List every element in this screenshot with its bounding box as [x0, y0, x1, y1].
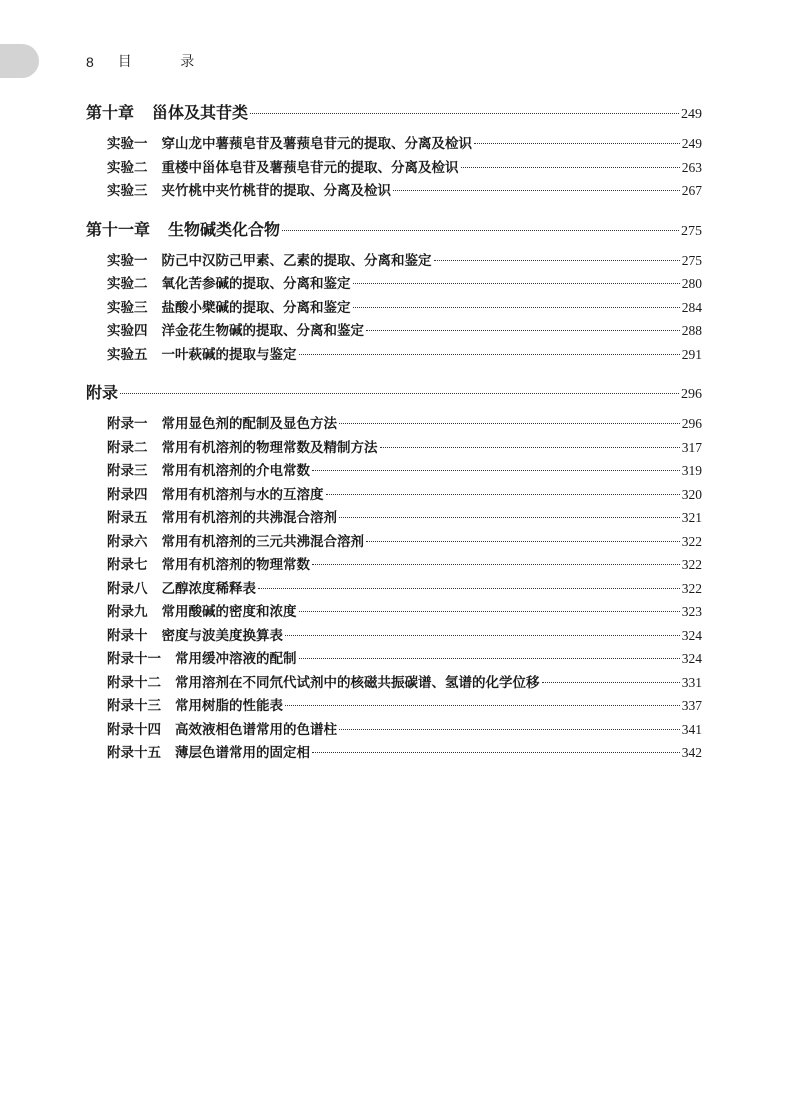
- entry-page-number: 320: [681, 486, 702, 502]
- entry-page-number: 342: [681, 745, 702, 760]
- entry-page-number: 284: [681, 299, 702, 315]
- entry-label: 附录十五: [107, 745, 161, 761]
- chapter-page-number: 275: [681, 223, 702, 239]
- entry-title: 常用有机溶剂的物理常数及精制方法: [161, 439, 378, 456]
- entry-title: 重楼中甾体皂苷及薯蓣皂苷元的提取、分离及检识: [161, 159, 459, 176]
- entry-title: 常用有机溶剂与水的互溶度: [161, 486, 324, 503]
- toc-entry[interactable]: [86, 741, 702, 765]
- entry-page-number: 319: [681, 463, 702, 478]
- entry-label: 附录十一: [107, 651, 161, 667]
- entry-title: 常用树脂的性能表: [175, 698, 283, 714]
- dot-leader: [542, 682, 680, 683]
- entry-page-number: 324: [681, 627, 702, 643]
- chapter-entry[interactable]: [86, 100, 702, 126]
- dot-leader: [339, 423, 680, 424]
- entry-title: 洋金花生物碱的提取、分离和鉴定: [161, 323, 364, 339]
- entry-page-number: 331: [681, 674, 702, 690]
- entry-title: 薄层色谱常用的固定相: [175, 745, 310, 761]
- running-header: [86, 52, 216, 72]
- toc-entry[interactable]: [86, 624, 702, 648]
- entry-label: 实验一: [107, 136, 148, 152]
- entry-label: 实验五: [107, 346, 148, 363]
- entry-page-number: 321: [681, 510, 702, 525]
- toc-entry[interactable]: [86, 553, 702, 577]
- entry-label: 附录六: [107, 533, 148, 550]
- entry-page-number: 322: [681, 557, 702, 572]
- entry-page-number: 249: [681, 136, 702, 151]
- entry-page-number: 322: [681, 580, 702, 596]
- entry-page-number: 322: [681, 533, 702, 549]
- entry-label: 附录二: [107, 439, 148, 456]
- entry-title: 氧化苦参碱的提取、分离和鉴定: [161, 276, 351, 292]
- entry-title: 高效液相色谱常用的色谱柱: [175, 721, 337, 738]
- entry-title: 常用酸碱的密度和浓度: [161, 604, 297, 620]
- entry-label: 附录九: [107, 604, 148, 620]
- entry-label: 附录七: [107, 557, 148, 573]
- toc-entry[interactable]: [86, 671, 702, 695]
- page-edge-tab: [0, 44, 39, 78]
- dot-leader: [299, 658, 680, 659]
- dot-leader: [461, 167, 680, 168]
- entry-title: 夹竹桃中夹竹桃苷的提取、分离及检识: [161, 183, 391, 199]
- header-title: 目 录: [117, 54, 217, 70]
- entry-label: 附录十: [107, 627, 148, 644]
- toc-section: [86, 217, 702, 367]
- entry-page-number: 337: [681, 698, 702, 713]
- entry-page-number: 323: [681, 604, 702, 619]
- entry-title: 常用显色剂的配制及显色方法: [161, 416, 337, 432]
- entry-page-number: 263: [681, 159, 702, 175]
- page-number: 8: [86, 54, 94, 70]
- dot-leader: [250, 113, 679, 114]
- entry-label: 实验四: [107, 323, 148, 339]
- dot-leader: [434, 260, 680, 261]
- toc-entry[interactable]: [86, 296, 702, 320]
- dot-leader: [353, 307, 680, 308]
- toc-entry[interactable]: [86, 156, 702, 180]
- entry-page-number: 267: [681, 183, 702, 198]
- toc-entry[interactable]: [86, 132, 702, 156]
- dot-leader: [393, 190, 680, 191]
- entry-title: 常用缓冲溶液的配制: [175, 651, 297, 667]
- toc-entry[interactable]: [86, 530, 702, 554]
- entry-title: 盐酸小檗碱的提取、分离和鉴定: [161, 299, 351, 316]
- toc-section: [86, 100, 702, 203]
- toc-entry[interactable]: [86, 694, 702, 718]
- dot-leader: [299, 354, 680, 355]
- entry-label: 附录四: [107, 486, 148, 503]
- toc-entry[interactable]: [86, 506, 702, 530]
- dot-leader: [339, 517, 680, 518]
- dot-leader: [380, 447, 680, 448]
- chapter-page-number: 249: [681, 107, 702, 122]
- entry-label: 附录五: [107, 510, 148, 526]
- dot-leader: [366, 330, 680, 331]
- toc-entry[interactable]: [86, 272, 702, 296]
- dot-leader: [339, 729, 680, 730]
- entry-title: 常用有机溶剂的物理常数: [161, 557, 310, 573]
- toc-entry[interactable]: [86, 577, 702, 601]
- entry-label: 附录八: [107, 580, 148, 597]
- entry-title: 常用有机溶剂的共沸混合溶剂: [161, 510, 337, 526]
- entry-title: 乙醇浓度稀释表: [161, 580, 256, 597]
- toc-entry[interactable]: [86, 718, 702, 742]
- toc-entry[interactable]: [86, 179, 702, 203]
- entry-label: 附录三: [107, 463, 148, 479]
- chapter-label: 第十章: [86, 103, 135, 122]
- chapter-label: 附录: [86, 383, 119, 402]
- dot-leader: [120, 393, 679, 394]
- entry-title: 常用溶剂在不同氘代试剂中的核磁共振碳谱、氢谱的化学位移: [175, 674, 540, 691]
- dot-leader: [312, 470, 680, 471]
- dot-leader: [312, 752, 680, 753]
- entry-page-number: 296: [681, 416, 702, 431]
- dot-leader: [285, 635, 680, 636]
- chapter-label: 第十一章: [86, 219, 151, 239]
- toc-section: [86, 380, 702, 765]
- toc-entry[interactable]: [86, 459, 702, 483]
- chapter-entry[interactable]: [86, 217, 702, 243]
- dot-leader: [353, 283, 680, 284]
- entry-title: 常用有机溶剂的三元共沸混合溶剂: [161, 533, 364, 550]
- entry-label: 实验一: [107, 252, 148, 269]
- chapter-title: 生物碱类化合物: [168, 219, 281, 239]
- dot-leader: [474, 143, 680, 144]
- entry-label: 附录一: [107, 416, 148, 432]
- entry-label: 附录十四: [107, 721, 161, 738]
- table-of-contents: [86, 100, 702, 779]
- dot-leader: [366, 541, 680, 542]
- dot-leader: [312, 564, 680, 565]
- entry-title: 密度与波美度换算表: [161, 627, 283, 644]
- entry-page-number: 280: [681, 276, 702, 291]
- entry-label: 实验二: [107, 276, 148, 292]
- entry-page-number: 324: [681, 651, 702, 666]
- entry-page-number: 341: [681, 721, 702, 737]
- dot-leader: [326, 494, 680, 495]
- toc-entry[interactable]: [86, 483, 702, 507]
- toc-entry[interactable]: [86, 319, 702, 343]
- chapter-entry[interactable]: [86, 380, 702, 406]
- toc-entry[interactable]: [86, 647, 702, 671]
- entry-title: 一叶萩碱的提取与鉴定: [161, 346, 297, 363]
- entry-label: 附录十三: [107, 698, 161, 714]
- dot-leader: [285, 705, 680, 706]
- dot-leader: [299, 611, 680, 612]
- chapter-title: 甾体及其苷类: [152, 103, 249, 122]
- entry-page-number: 275: [681, 252, 702, 268]
- toc-entry[interactable]: [86, 249, 702, 273]
- entry-page-number: 317: [681, 439, 702, 455]
- entry-label: 附录十二: [107, 674, 161, 691]
- entry-title: 防己中汉防己甲素、乙素的提取、分离和鉴定: [161, 252, 432, 269]
- dot-leader: [258, 588, 680, 589]
- dot-leader: [282, 230, 679, 231]
- entry-label: 实验二: [107, 159, 148, 176]
- entry-page-number: 288: [681, 323, 702, 338]
- toc-entry[interactable]: [86, 343, 702, 367]
- entry-label: 实验三: [107, 183, 148, 199]
- entry-title: 穿山龙中薯蓣皂苷及薯蓣皂苷元的提取、分离及检识: [161, 136, 472, 152]
- toc-entry[interactable]: [86, 436, 702, 460]
- entry-label: 实验三: [107, 299, 148, 316]
- entry-page-number: 291: [681, 346, 702, 362]
- toc-entry[interactable]: [86, 412, 702, 436]
- chapter-page-number: 296: [681, 387, 702, 402]
- entry-title: 常用有机溶剂的介电常数: [161, 463, 310, 479]
- toc-entry[interactable]: [86, 600, 702, 624]
